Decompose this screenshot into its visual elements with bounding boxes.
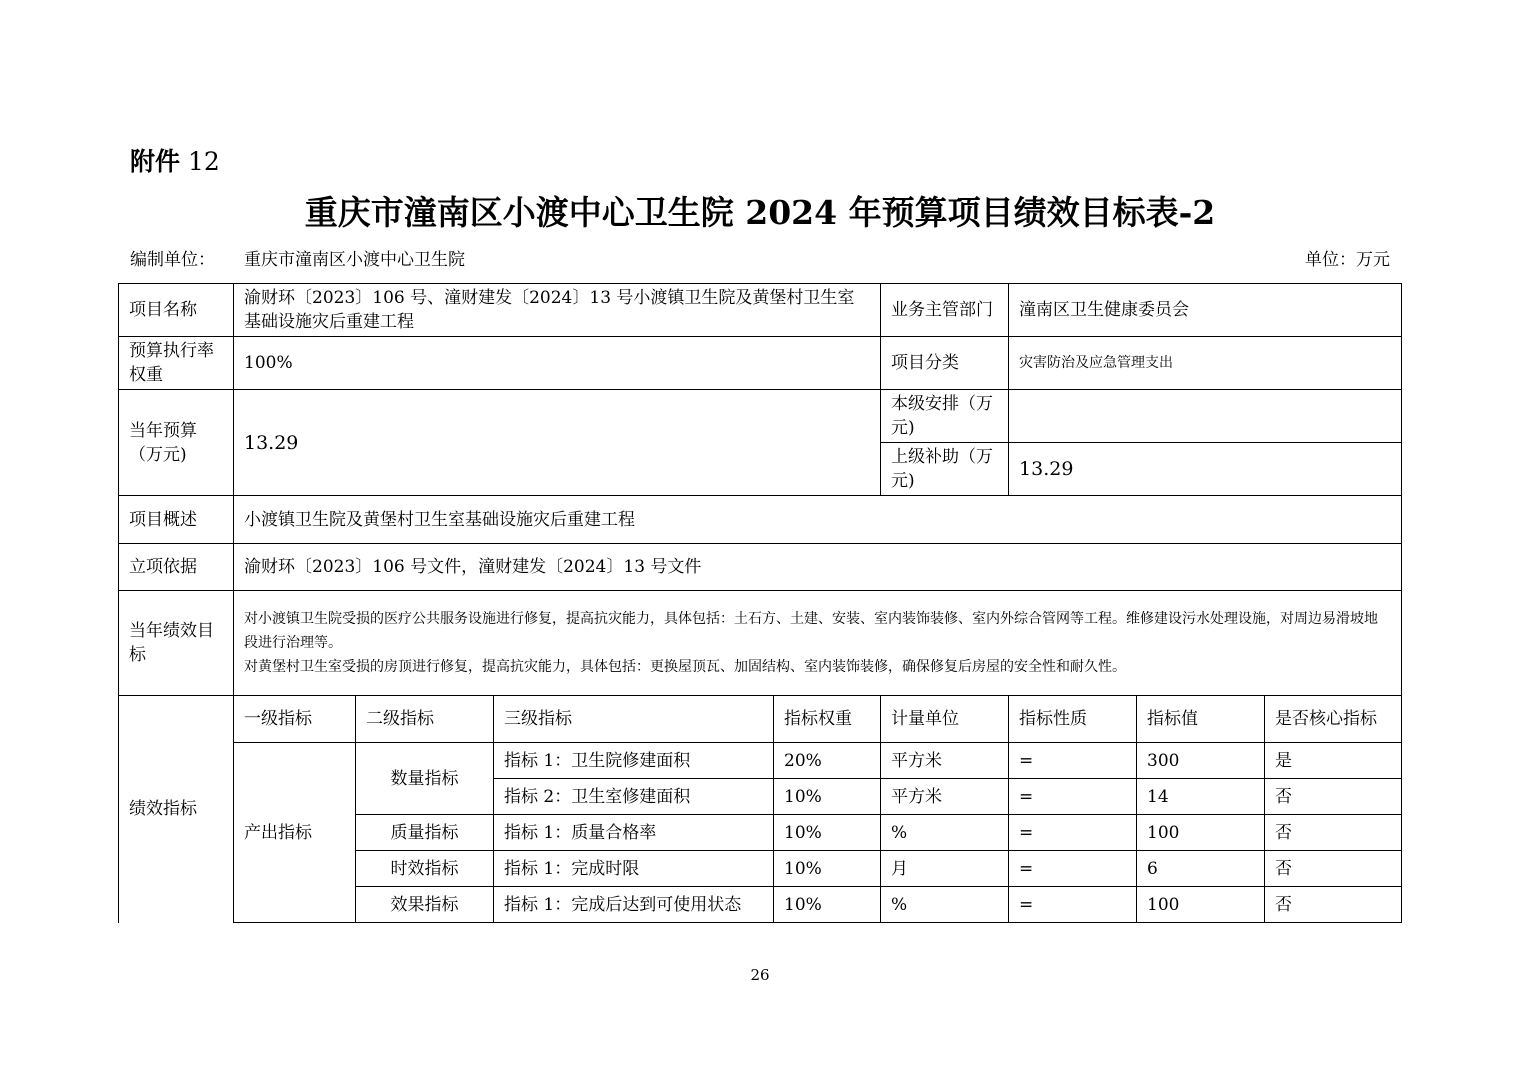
indicator-weight: 20%	[774, 743, 881, 779]
indicator-name: 指标 1：质量合格率	[494, 815, 774, 851]
level2-quantity: 数量指标	[356, 743, 494, 815]
indicator-value: 100	[1137, 887, 1265, 923]
exec-rate-value: 100%	[234, 337, 881, 390]
indicator-unit: %	[881, 815, 1009, 851]
row-exec-rate	[119, 337, 1402, 390]
unit-row	[130, 247, 1390, 273]
header-weight: 指标权重	[774, 696, 881, 743]
indicator-unit: %	[881, 887, 1009, 923]
indicator-weight: 10%	[774, 851, 881, 887]
budget-value: 13.29	[234, 390, 881, 496]
budget-label: 当年预算（万元)	[119, 390, 234, 496]
overview-label: 项目概述	[119, 496, 234, 544]
indicator-name: 指标 1：完成后达到可使用状态	[494, 887, 774, 923]
basis-label: 立项依据	[119, 544, 234, 591]
attachment-heading	[130, 145, 220, 179]
row-basis	[119, 544, 1402, 591]
indicator-weight: 10%	[774, 815, 881, 851]
category-value: 灾害防治及应急管理支出	[1009, 337, 1402, 390]
upper-value: 13.29	[1009, 443, 1402, 496]
indicator-nature: =	[1009, 743, 1137, 779]
indicator-nature: =	[1009, 779, 1137, 815]
indicator-name: 指标 2：卫生室修建面积	[494, 779, 774, 815]
goal-line-2: 对黄堡村卫生室受损的房顶进行修复，提高抗灾能力，具体包括：更换屋顶瓦、加固结构、室内装饰装修，确保修复后房屋的安全性和耐久性。	[244, 659, 1126, 675]
header-value: 指标值	[1137, 696, 1265, 743]
header-level1: 一级指标	[234, 696, 356, 743]
indicator-name: 指标 1：卫生院修建面积	[494, 743, 774, 779]
goal-label: 当年绩效目标	[119, 591, 234, 696]
project-name-label: 项目名称	[119, 284, 234, 337]
indicator-value: 100	[1137, 815, 1265, 851]
indicator-core: 否	[1265, 779, 1402, 815]
indicator-core: 否	[1265, 887, 1402, 923]
exec-rate-label: 预算执行率权重	[119, 337, 234, 390]
indicator-nature: =	[1009, 851, 1137, 887]
page-title: 重庆市潼南区小渡中心卫生院 2024 年预算项目绩效目标表-2	[304, 193, 1216, 232]
indicator-weight: 10%	[774, 887, 881, 923]
row-overview	[119, 496, 1402, 544]
indicator-core: 否	[1265, 815, 1402, 851]
level2-quality: 质量指标	[356, 815, 494, 851]
indicator-unit: 平方米	[881, 779, 1009, 815]
page-number: 26	[750, 966, 770, 984]
upper-label: 上级补助（万元)	[881, 443, 1009, 496]
goal-value	[234, 591, 1402, 696]
level2-timeliness: 时效指标	[356, 851, 494, 887]
local-value	[1009, 390, 1402, 443]
row-goal	[119, 591, 1402, 696]
basis-value: 渝财环〔2023〕106 号文件，潼财建发〔2024〕13 号文件	[234, 544, 1402, 591]
indicator-core: 否	[1265, 851, 1402, 887]
indicator-unit: 月	[881, 851, 1009, 887]
indicator-weight: 10%	[774, 779, 881, 815]
indicator-value: 6	[1137, 851, 1265, 887]
header-unit: 计量单位	[881, 696, 1009, 743]
local-label: 本级安排（万元)	[881, 390, 1009, 443]
overview-value: 小渡镇卫生院及黄堡村卫生室基础设施灾后重建工程	[234, 496, 1402, 544]
header-level3: 三级指标	[494, 696, 774, 743]
dept-value: 潼南区卫生健康委员会	[1009, 284, 1402, 337]
performance-label: 绩效指标	[119, 696, 234, 923]
unit-label: 单位：万元	[1305, 250, 1390, 270]
goal-line-1: 对小渡镇卫生院受损的医疗公共服务设施进行修复，提高抗灾能力，具体包括：土石方、土建、安装、室内装饰装修、室内外综合管网等工程。维修建设污水处理设施，对周边易滑坡地段进行治理等。	[244, 611, 1378, 651]
indicator-core: 是	[1265, 743, 1402, 779]
indicator-name: 指标 1：完成时限	[494, 851, 774, 887]
row-project-name	[119, 284, 1402, 337]
indicator-value: 300	[1137, 743, 1265, 779]
attachment-number: 12	[187, 147, 220, 176]
indicator-nature: =	[1009, 815, 1137, 851]
level1-output: 产出指标	[234, 743, 356, 923]
attachment-label: 附件	[130, 147, 181, 176]
row-indicator-header	[119, 696, 1402, 743]
indicator-nature: =	[1009, 887, 1137, 923]
table-row	[119, 743, 1402, 779]
header-nature: 指标性质	[1009, 696, 1137, 743]
org-value: 重庆市潼南区小渡中心卫生院	[244, 250, 465, 270]
performance-target-table	[118, 283, 1402, 923]
row-budget-local	[119, 390, 1402, 443]
category-label: 项目分类	[881, 337, 1009, 390]
indicator-value: 14	[1137, 779, 1265, 815]
header-core: 是否核心指标	[1265, 696, 1402, 743]
project-name-value: 渝财环〔2023〕106 号、潼财建发〔2024〕13 号小渡镇卫生院及黄堡村卫生室基础设施灾后重建工程	[234, 284, 881, 337]
level2-effect: 效果指标	[356, 887, 494, 923]
header-level2: 二级指标	[356, 696, 494, 743]
dept-label: 业务主管部门	[881, 284, 1009, 337]
indicator-unit: 平方米	[881, 743, 1009, 779]
org-label: 编制单位：	[130, 250, 215, 270]
